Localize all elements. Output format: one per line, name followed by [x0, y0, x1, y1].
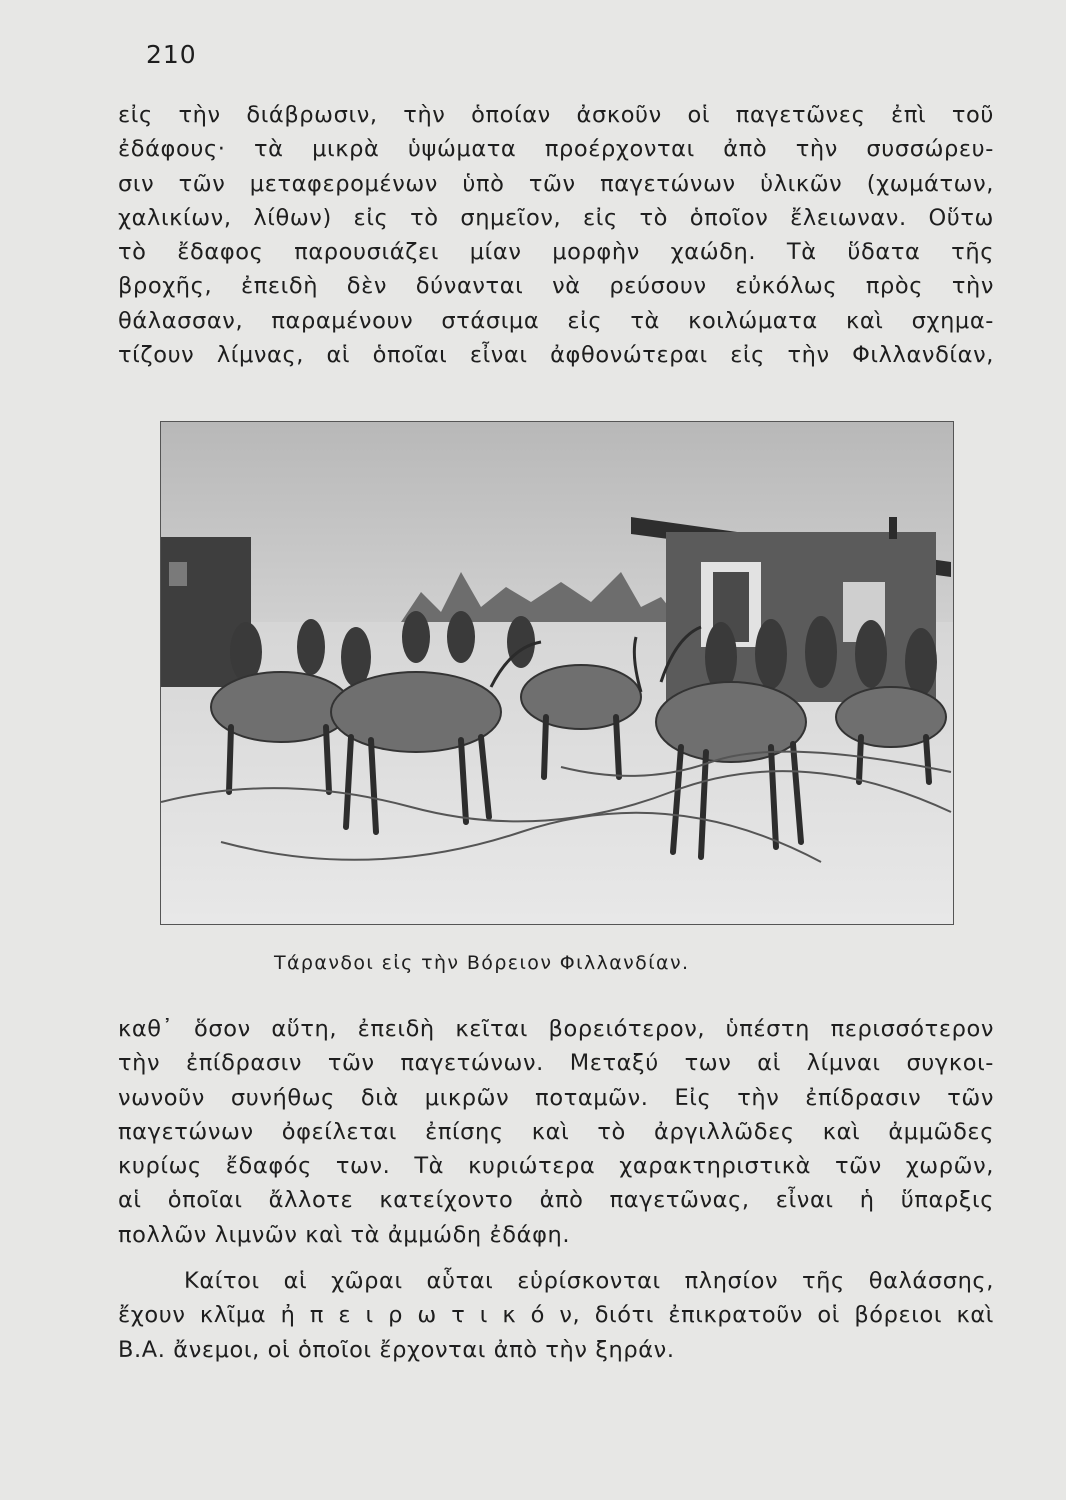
text-line: τὴν ἐπίδρασιν τῶν παγετώνων. Μεταξύ των αἱ λίμναι συγκοι- — [118, 1050, 994, 1077]
text-line: τὸ ἔδαφος παρουσιάζει μίαν μορφὴν χαώδη. Τὰ ὕδατα τῆς — [118, 239, 994, 266]
text-line: πολλῶν λιμνῶν καὶ τὰ ἀμμώδη ἐδάφη. — [118, 1221, 571, 1248]
text-line: σιν τῶν μεταφερομένων ὑπὸ τῶν παγετώνων ὑλικῶν (χωμάτων, — [118, 170, 994, 197]
paragraph-1 — [118, 98, 994, 372]
paragraph-3 — [118, 1264, 994, 1367]
text-line: παγετώνων ὀφείλεται ἐπίσης καὶ τὸ ἀργιλλῶδες καὶ ἀμμῶδες — [118, 1118, 994, 1145]
text-line: καθ᾽ ὅσον αὕτη, ἐπειδὴ κεῖται βορειότερον, ὑπέστη περισσότερον — [118, 1016, 994, 1042]
reindeer-photo — [160, 421, 954, 925]
text-line: νωνοῦν συνήθως διὰ μικρῶν ποταμῶν. Εἰς τὴν ἐπίδρασιν τῶν — [118, 1084, 994, 1111]
text-line: τίζουν λίμνας, αἱ ὁποῖαι εἶναι ἀφθονώτεραι εἰς τὴν Φιλλανδίαν, — [118, 342, 994, 369]
text-line: βροχῆς, ἐπειδὴ δὲν δύνανται νὰ ρεύσουν εὐκόλως πρὸς τὴν — [118, 273, 994, 300]
text-line: κυρίως ἔδαφός των. Τὰ κυριώτερα χαρακτηριστικὰ τῶν χωρῶν, — [118, 1153, 994, 1180]
text-line: ἔχουν κλῖμα ἠ π ε ι ρ ω τ ι κ ό ν, διότι ἐπικρατοῦν οἱ βόρειοι καὶ — [118, 1302, 994, 1329]
reindeer-photo-illustration — [161, 422, 953, 924]
text-line: εἰς τὴν διάβρωσιν, τὴν ὁποίαν ἀσκοῦν οἱ παγετῶνες ἐπὶ τοῦ — [118, 102, 994, 128]
text-line: χαλικίων, λίθων) εἰς τὸ σημεῖον, εἰς τὸ ὁποῖον ἔλειωναν. Οὕτω — [118, 204, 994, 231]
figure-caption: Τάρανδοι εἰς τὴν Βόρειον Φιλλανδίαν. — [274, 952, 690, 974]
text-line: ἐδάφους· τὰ μικρὰ ὑψώματα προέρχονται ἀπὸ τὴν συσσώρευ- — [118, 136, 994, 163]
page-number: 210 — [146, 40, 197, 69]
text-line: αἱ ὁποῖαι ἄλλοτε κατείχοντο ἀπὸ παγετῶνας, εἶναι ἡ ὕπαρξις — [118, 1187, 994, 1214]
paragraph-2 — [118, 1012, 994, 1252]
text-line: Β.Α. ἄνεμοι, οἱ ὁποῖοι ἔρχονται ἀπὸ τὴν ξηράν. — [118, 1336, 675, 1363]
text-line: θάλασσαν, παραμένουν στάσιμα εἰς τὰ κοιλώματα καὶ σχημα- — [118, 307, 994, 334]
text-line: Καίτοι αἱ χῶραι αὗται εὑρίσκονται πλησίον τῆς θαλάσσης, — [184, 1268, 994, 1294]
